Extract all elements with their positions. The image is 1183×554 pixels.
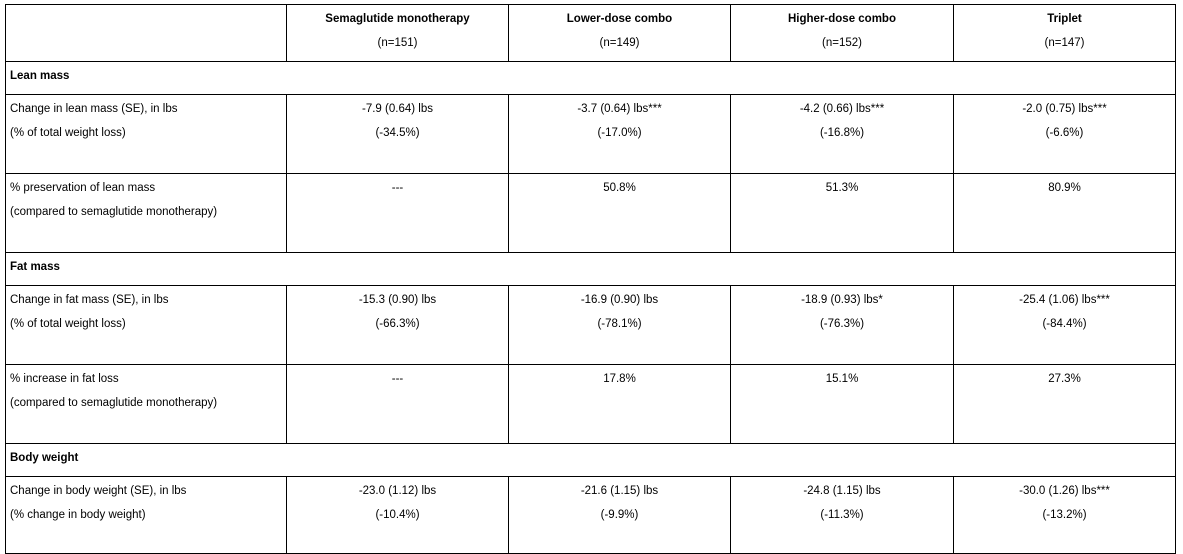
cell-value: -7.9 (0.64) lbs [362, 103, 433, 115]
row-sublabel: (% of total weight loss) [10, 127, 126, 139]
row-sublabel: (% change in body weight) [10, 509, 146, 521]
table-row-fat-increase [6, 365, 1176, 444]
data-cell [954, 95, 1176, 174]
table-row-lean-preservation [6, 174, 1176, 253]
cell-percent: (-78.1%) [597, 318, 642, 330]
cell-value: -15.3 (0.90) lbs [358, 294, 437, 306]
data-cell: 27.3% [954, 365, 1176, 444]
data-cell [731, 286, 954, 365]
data-cell [509, 477, 731, 554]
table-row-lean-change [6, 95, 1176, 174]
data-cell [731, 477, 954, 554]
data-cell: 50.8% [509, 174, 731, 253]
column-title: Lower-dose combo [566, 13, 673, 25]
column-n: (n=151) [377, 37, 418, 49]
table-row-fat-change [6, 286, 1176, 365]
column-header-lower-dose [509, 5, 731, 62]
column-title: Triplet [1047, 13, 1082, 25]
row-label: Change in body weight (SE), in lbs [10, 485, 187, 497]
section-row-body-weight [6, 444, 1176, 477]
row-label: Change in fat mass (SE), in lbs [10, 294, 169, 306]
cell-percent: (-9.9%) [600, 509, 639, 521]
column-n: (n=147) [1044, 37, 1085, 49]
results-table [5, 4, 1176, 554]
data-cell [731, 95, 954, 174]
cell-value: -21.6 (1.15) lbs [580, 485, 659, 497]
header-row [6, 5, 1176, 62]
cell-value: -3.7 (0.64) lbs*** [577, 103, 662, 115]
cell-value: -18.9 (0.93) lbs* [801, 294, 883, 306]
row-sublabel: (% of total weight loss) [10, 318, 126, 330]
column-title: Semaglutide monotherapy [325, 13, 470, 25]
data-cell [954, 477, 1176, 554]
data-cell: 17.8% [509, 365, 731, 444]
section-label: Body weight [6, 444, 1176, 477]
column-title: Higher-dose combo [788, 13, 896, 25]
data-cell [509, 286, 731, 365]
data-cell [287, 286, 509, 365]
data-cell: 80.9% [954, 174, 1176, 253]
data-cell [954, 286, 1176, 365]
data-cell: 15.1% [731, 365, 954, 444]
cell-percent: (-66.3%) [375, 318, 420, 330]
cell-percent: (-16.8%) [819, 127, 865, 139]
cell-percent: (-17.0%) [597, 127, 642, 139]
row-label-cell [6, 477, 287, 554]
row-sublabel: (compared to semaglutide monotherapy) [10, 206, 218, 218]
row-label-cell [6, 95, 287, 174]
cell-percent: (-76.3%) [819, 318, 865, 330]
data-cell: --- [287, 174, 509, 253]
row-label: % preservation of lean mass [10, 182, 156, 194]
table-row-body-weight-change [6, 477, 1176, 554]
header-empty-cell [6, 5, 287, 62]
cell-percent: (-6.6%) [1045, 127, 1084, 139]
cell-percent: (-10.4%) [375, 509, 420, 521]
cell-percent: (-84.4%) [1042, 318, 1087, 330]
cell-value: -25.4 (1.06) lbs*** [1019, 294, 1110, 306]
row-label: % increase in fat loss [10, 373, 119, 385]
cell-value: -4.2 (0.66) lbs*** [799, 103, 885, 115]
cell-value: -2.0 (0.75) lbs*** [1022, 103, 1107, 115]
column-n: (n=152) [822, 37, 862, 49]
row-label-cell [6, 365, 287, 444]
data-cell [287, 477, 509, 554]
cell-value: -23.0 (1.12) lbs [358, 485, 437, 497]
row-label-cell [6, 174, 287, 253]
cell-percent: (-34.5%) [375, 127, 420, 139]
data-cell: 51.3% [731, 174, 954, 253]
cell-value: -30.0 (1.26) lbs*** [1019, 485, 1110, 497]
column-header-higher-dose [731, 5, 954, 62]
cell-value: -24.8 (1.15) lbs [803, 485, 881, 497]
section-label: Fat mass [6, 253, 1176, 286]
column-n: (n=149) [599, 37, 640, 49]
section-row-lean-mass [6, 62, 1176, 95]
column-header-semaglutide [287, 5, 509, 62]
column-header-triplet [954, 5, 1176, 62]
row-sublabel: (compared to semaglutide monotherapy) [10, 397, 218, 409]
section-row-fat-mass [6, 253, 1176, 286]
data-cell [287, 95, 509, 174]
data-cell: --- [287, 365, 509, 444]
row-label-cell [6, 286, 287, 365]
cell-percent: (-13.2%) [1042, 509, 1087, 521]
data-cell [509, 95, 731, 174]
cell-percent: (-11.3%) [820, 509, 864, 521]
row-label: Change in lean mass (SE), in lbs [10, 103, 178, 115]
cell-value: -16.9 (0.90) lbs [580, 294, 659, 306]
section-label: Lean mass [6, 62, 1176, 95]
